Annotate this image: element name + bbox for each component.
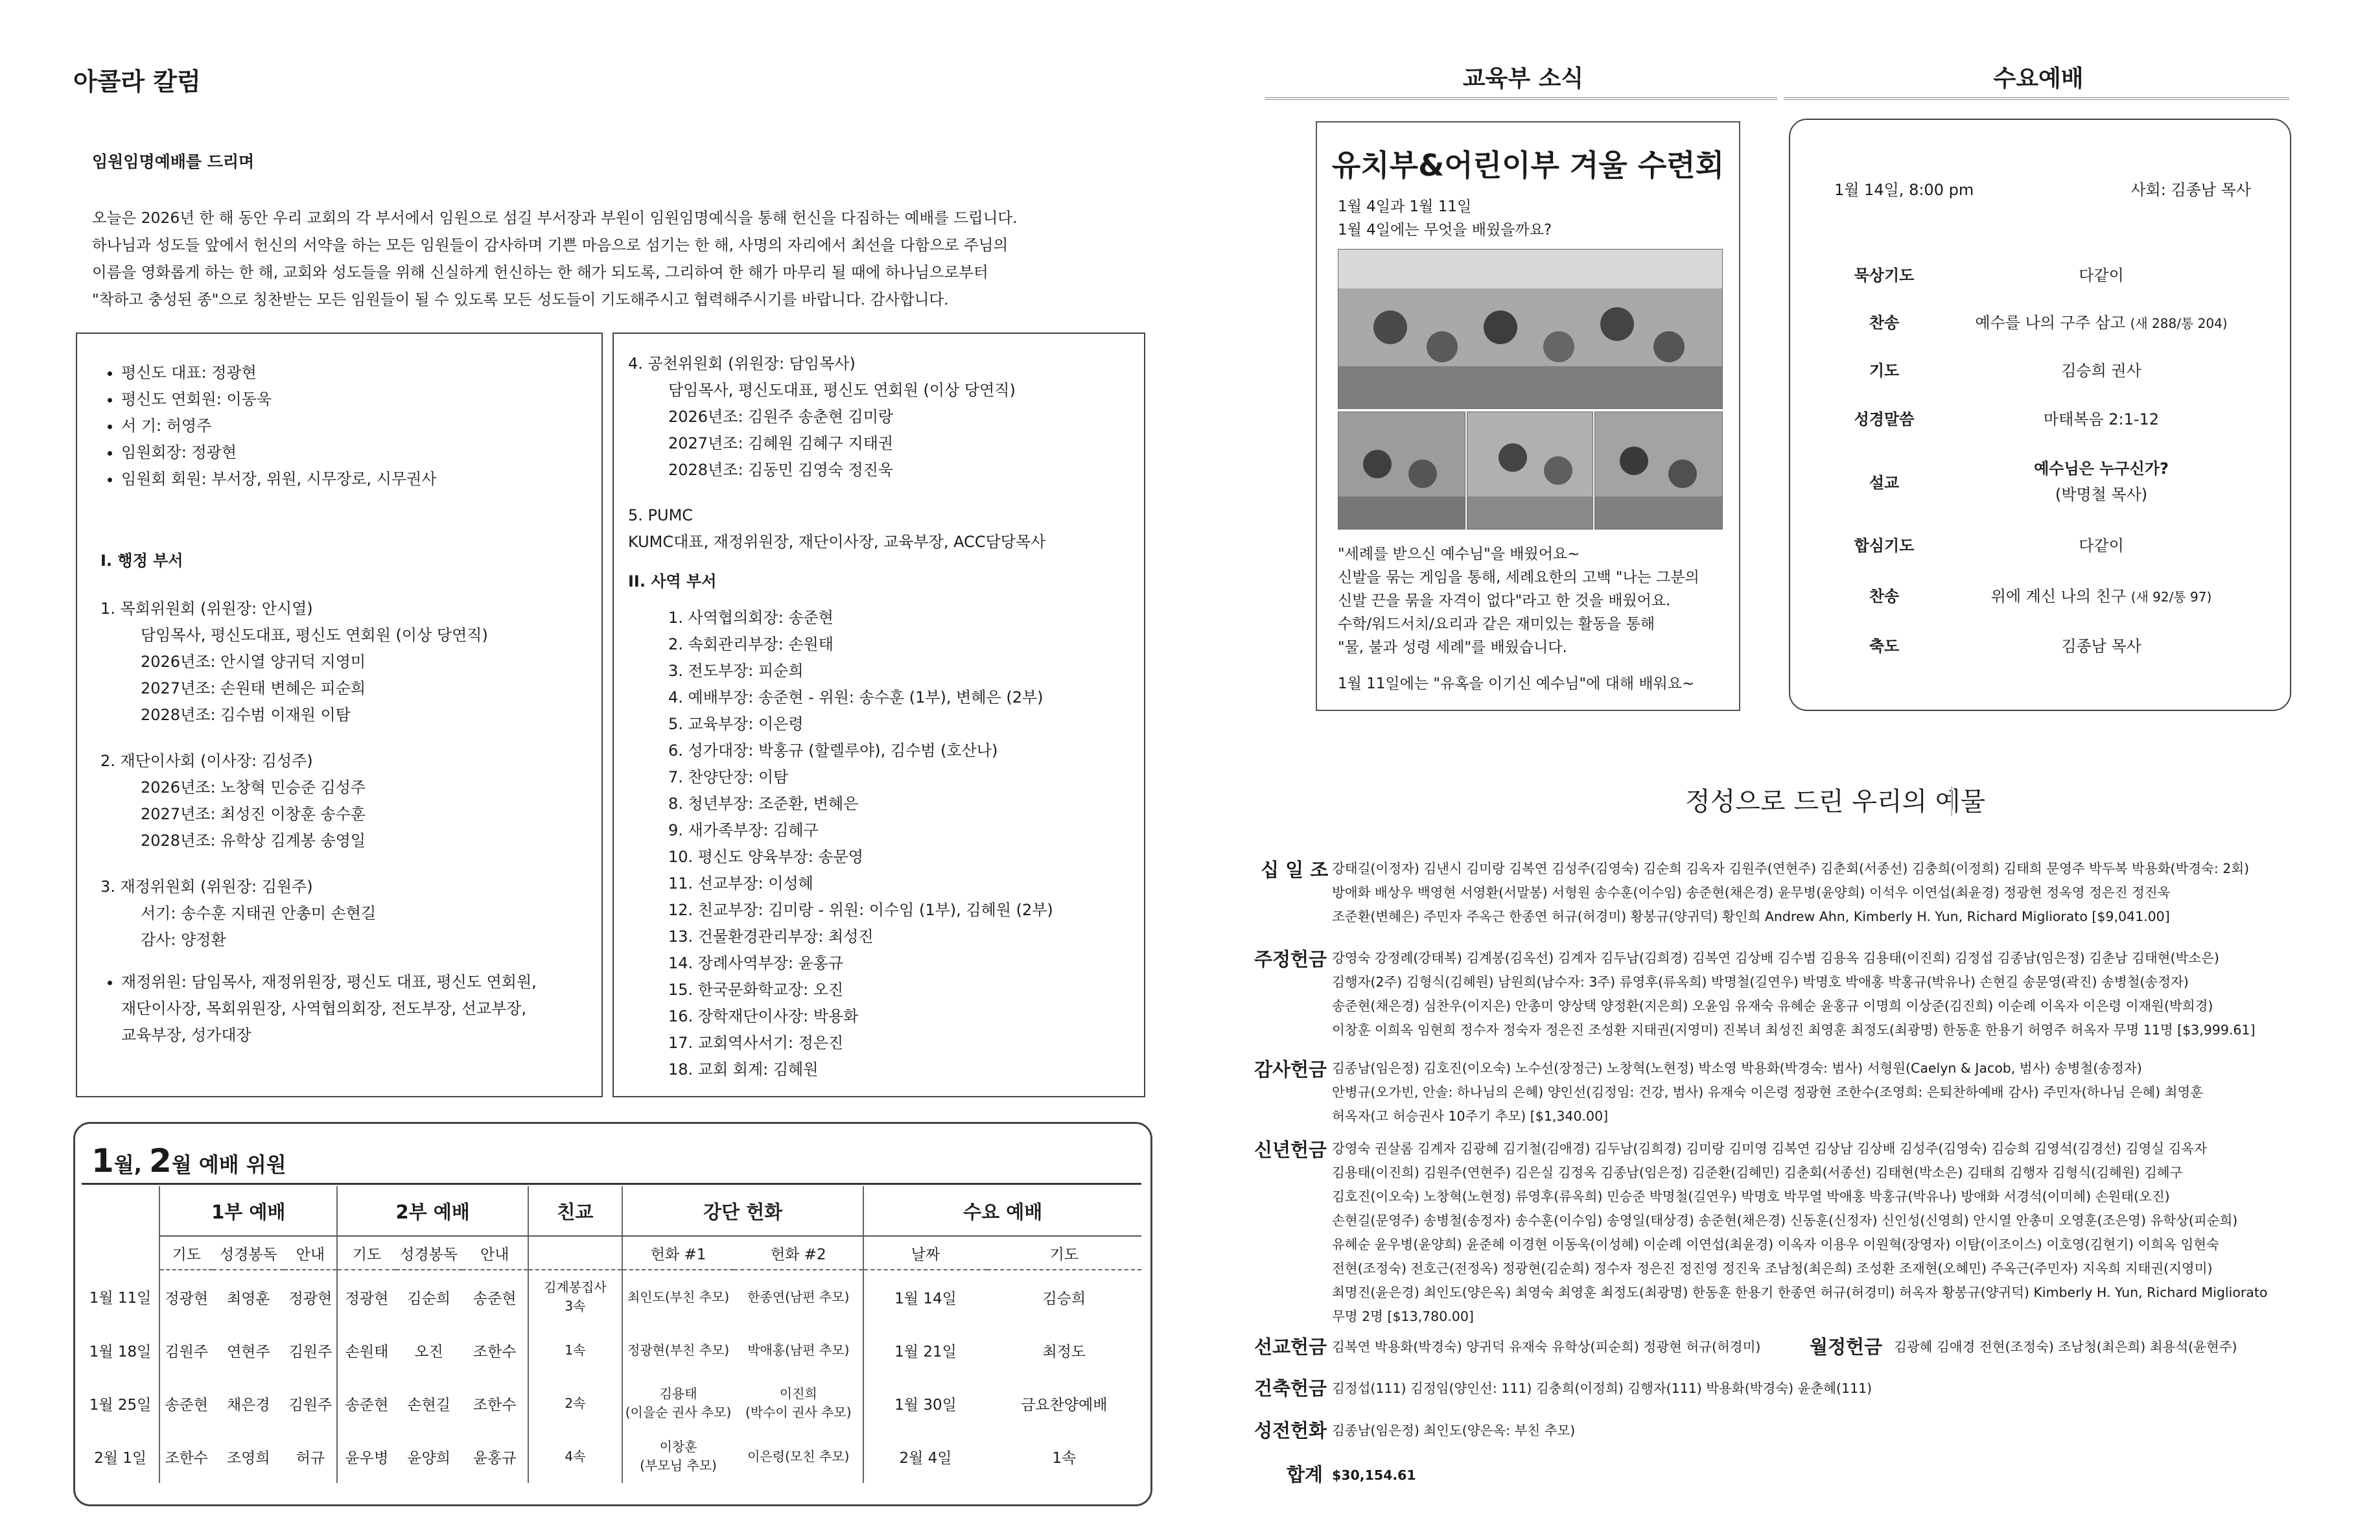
committee-line: 2027년조: 김혜원 김혜구 지태권: [668, 434, 894, 452]
offerings-title-rule: [1951, 786, 1952, 816]
ministry-item: 15. 한국문화학교장: 오진: [668, 981, 844, 999]
committee-line: 담임목사, 평신도대표, 평신도 연회원 (이상 당연직): [141, 626, 488, 644]
column-title: 아콜라 칼럼: [73, 67, 201, 96]
photo-image: [1338, 412, 1465, 529]
cell: 윤양희: [407, 1449, 450, 1467]
ministry-item: 10. 평신도 양육부장: 송문영: [668, 848, 863, 866]
camp-photo-2: [1338, 412, 1465, 530]
pumc-section: [628, 502, 1045, 555]
offering-line: 최명진(윤은경) 최인도(양은옥) 최영숙 최영훈 최정도(최광명) 한동훈 한용기 한종연 허규(허경미) 허옥자 황봉규(양귀덕) Kimberly H. Yun, Richard Migliorato: [1332, 1285, 2268, 1300]
order-value: 마태복음 2:1-12: [2043, 410, 2160, 428]
cell-wed-date: 2월 4일: [863, 1430, 986, 1483]
committee-line: 2027년조: 최성진 이창훈 송수훈: [141, 805, 366, 823]
education-footer: 1월 11일에는 "유혹을 이기신 예수님"에 대해 배워요~: [1338, 675, 1695, 692]
ministry-item: 5. 교육부장: 이은령: [668, 715, 804, 733]
ministry-section-title: II. 사역 부서: [628, 572, 717, 590]
cell-flower-1: 김용태 (이을순 권사 추모): [622, 1377, 734, 1430]
offering-line: 강영숙 권살롬 김계자 김광혜 김기철(김애경) 김두남(김희경) 김미랑 김미영 김복연 김상남 김상배 김성주(김영숙) 김승희 김영석(김경선) 김영실 김옥자: [1332, 1141, 2207, 1156]
education-intro: [1338, 195, 1552, 242]
cell-wed-date: 1월 14일: [863, 1270, 986, 1324]
education-headline: 유치부&어린이부 겨울 수련회: [1331, 148, 1725, 183]
cell: 김원주: [159, 1324, 213, 1377]
order-label: 찬송: [1869, 587, 1900, 605]
order-value: 다같이: [2079, 537, 2124, 555]
newyear-label: 신년헌금: [1254, 1139, 1327, 1161]
pumc-line: KUMC대표, 재정위원장, 재단이사장, 교육부장, ACC담당목사: [628, 533, 1046, 551]
total-label: 합계: [1287, 1464, 1324, 1486]
committee-line: 2028년조: 김수범 이재원 이탐: [141, 706, 351, 724]
offering-line: 김호진(이오숙) 노창혁(노현정) 류영후(류옥희) 민승준 박명철(길연우) 박명호 박무열 박애홍 박홍규(박유나) 방애화 서경석(이미혜) 손원태(오진): [1332, 1189, 2170, 1204]
offering-line: 전현(조정숙) 전호근(전정옥) 정광현(김순희) 정수자 정은진 정진영 정진욱 조남청(최은희) 조성환 조재현(오혜민) 주옥근(주민자) 지옥희 지태권(지영미): [1332, 1261, 2213, 1276]
committee-line: 2026년조: 안시열 양귀덕 지영미: [141, 653, 366, 671]
cell: 허규: [296, 1449, 325, 1467]
education-body-line: 수학/워드서치/요리과 같은 재미있는 활동을 통해: [1338, 616, 1655, 633]
cell-flower-2: 한종연(남편 추모): [747, 1289, 850, 1305]
finance-note: [98, 969, 537, 1049]
finance-note-line: • 재정위원: 담임목사, 재정위원장, 평신도 대표, 평신도 연회원,: [121, 969, 537, 996]
ministry-item: 16. 장학재단이사장: 박용화: [668, 1007, 859, 1025]
cell: 조한수: [472, 1343, 517, 1360]
group-header: 강단 헌화: [622, 1186, 863, 1236]
cell: 송준현: [472, 1290, 517, 1307]
education-body-line: "세례를 받으신 예수님"을 배웠어요~: [1338, 546, 1580, 563]
pumc-title: 5. PUMC: [628, 506, 694, 524]
cell: 김원주: [288, 1396, 332, 1414]
officers-right-box: [612, 332, 1145, 1097]
cell-wed-prayer: 최정도: [1042, 1343, 1086, 1360]
offering-line: 유혜순 윤우병(윤양희) 윤준혜 이경현 이동욱(이성혜) 이순례 이연섭(최윤경) 이옥자 이용우 이원혁(장영자) 이탐(이조이스) 이호영(김현기) 이희옥 임현숙: [1332, 1237, 2219, 1252]
nominating-committee: [628, 351, 1016, 484]
wednesday-tab-rule: [1784, 97, 2289, 100]
cell: 손현길: [407, 1396, 450, 1414]
committee-title: 2. 재단이사회 (이사장: 김성주): [100, 752, 313, 770]
flower-list: 김종남(임은정) 최인도(양은옥: 부친 추모): [1332, 1423, 1576, 1438]
cell: 송준현: [159, 1377, 213, 1430]
sub-header: 기도: [159, 1236, 213, 1270]
group-header: 친교: [528, 1186, 622, 1236]
worship-committee-box: [73, 1122, 1152, 1506]
committee-line: 담임목사, 평신도대표, 평신도 연회원 (이상 당연직): [668, 381, 1016, 399]
education-tab: 교육부 소식: [1462, 65, 1584, 92]
mission-list: 김복연 박용화(박경숙) 양귀덕 유재숙 유학상(피순희) 정광현 허규(허경미): [1332, 1339, 1761, 1355]
wednesday-tab: 수요예배: [1993, 65, 2084, 92]
building-list: 김정섭(111) 김정임(양인선: 111) 김충희(이정희) 김행자(111) 박용화(박경숙) 윤춘혜(111): [1332, 1381, 1872, 1396]
row-date: 1월 25일: [89, 1396, 152, 1414]
monthly-list: 김광혜 김애경 전현(조정숙) 조남청(최은희) 최용석(윤현주): [1894, 1339, 2237, 1355]
offering-line: 김행자(2주) 김형식(김혜원) 남원희(남수자: 3주) 류영후(류옥희) 박명철(길연우) 박명호 박애홍 박홍규(박유나) 손현길 송문영(곽진) 송병철(송정자): [1332, 974, 2189, 990]
title-month-2: 2: [149, 1142, 172, 1180]
cell: 김원주: [288, 1343, 332, 1360]
thanks-list: [1332, 1056, 2203, 1128]
ministry-item: 11. 선교부장: 이성혜: [668, 874, 813, 892]
ministry-item: 14. 장례사역부장: 윤홍규: [668, 954, 844, 972]
photo-image: [1595, 412, 1722, 529]
mission-label: 선교헌금: [1254, 1336, 1327, 1358]
education-date: 1월 4일과 1월 11일: [1338, 198, 1472, 215]
sub-header: 안내: [462, 1236, 528, 1270]
table-row: [82, 1377, 1141, 1430]
table-row: [82, 1324, 1141, 1377]
ministry-item: 6. 성가대장: 박홍규 (할렐루야), 김수범 (호산나): [668, 741, 998, 760]
sermon-preacher: (박명철 목사): [2055, 485, 2148, 504]
committee-line: 2028년조: 김동민 김영숙 정진욱: [668, 461, 894, 479]
cell-flower-1: 이창훈 (부모님 추모): [622, 1430, 734, 1483]
cell-wed-prayer: 김승희: [1042, 1290, 1086, 1307]
worship-table: [82, 1186, 1141, 1483]
sub-header: 헌화 #1: [622, 1236, 734, 1270]
newyear-list: [1332, 1137, 2267, 1329]
order-label: 성경말씀: [1854, 410, 1915, 428]
title-rule: [82, 1183, 1141, 1185]
order-label: 설교: [1869, 474, 1900, 492]
finance-note-line: 재단이사장, 목회위원장, 사역협의회장, 전도부장, 선교부장,: [121, 999, 527, 1018]
flower-label: 성전헌화: [1254, 1419, 1327, 1441]
cell: 윤홍규: [472, 1449, 517, 1467]
offering-line: 강영숙 강정례(강태복) 김계봉(김옥선) 김계자 김두남(김희경) 김복연 김상배 김수범 김용옥 김용태(이진희) 김정섭 김종남(임은정) 김춘남 김태현(박소은): [1332, 950, 2219, 966]
committee-title: 1. 목회위원회 (위원장: 안시열): [100, 600, 313, 618]
ministry-item: 9. 새가족부장: 김혜구: [668, 821, 819, 839]
hymn-number: (새 92/통 97): [2130, 589, 2212, 605]
hymn-number: (새 288/통 204): [2130, 316, 2228, 331]
bullet-item: • 임원회장: 정광현: [121, 439, 436, 466]
committee-line: 서기: 송수훈 지태권 안총미 손현길: [141, 904, 377, 922]
photo-image: [1338, 250, 1722, 408]
weekly-label: 주정헌금: [1254, 948, 1327, 970]
sermon-title: 예수님은 누구신가?: [2034, 460, 2169, 478]
cell: 조한수: [159, 1430, 213, 1483]
thanks-label: 감사헌금: [1254, 1058, 1327, 1080]
offering-line: 허옥자(고 허승권사 10주기 추모) [$1,340.00]: [1332, 1108, 1609, 1124]
offering-line: 이창훈 이희옥 임현희 정수자 정숙자 정은진 조성환 지태권(지영미) 진복녀 최성진 최영훈 최정도(최광명) 한동훈 한용기 허영주 허옥자 무명 11명 [$3,999.61]: [1332, 1022, 2256, 1038]
committee-line: 2027년조: 손원태 변혜은 피순희: [141, 679, 366, 697]
title-word-1: 월,: [113, 1152, 150, 1177]
wednesday-box: [1789, 119, 2291, 711]
monthly-label: 월정헌금: [1810, 1336, 1883, 1358]
cell-wed-prayer: 금요찬양예배: [1021, 1396, 1108, 1414]
order-value: 다같이: [2079, 266, 2124, 285]
row-date: 1월 11일: [89, 1290, 152, 1307]
offering-line: 무명 2명 [$13,780.00]: [1332, 1309, 1474, 1324]
cell-flower-2: 이은령(모친 추모): [747, 1448, 850, 1464]
paragraph-line: 오늘은 2026년 한 해 동안 우리 교회의 각 부서에서 임원으로 섬길 부서장과 부원이 임원임명예식을 통해 헌신을 다짐하는 예배를 드립니다.: [92, 209, 1018, 227]
order-label: 묵상기도: [1854, 266, 1915, 285]
order-label: 합심기도: [1854, 537, 1915, 555]
cell: 윤우병: [337, 1430, 395, 1483]
cell-wed-date: 1월 30일: [863, 1377, 986, 1430]
offering-line: 조준환(변혜은) 주민자 주옥근 한종연 허규(허경미) 황봉규(양귀덕) 황인희 Andrew Ahn, Kimberly H. Yun, Richard Migliorato [$9,041.00]: [1332, 909, 2170, 924]
education-body: [1338, 542, 1699, 659]
group-header-row: [82, 1186, 1141, 1236]
ministry-item: 12. 친교부장: 김미랑 - 위원: 이수임 (1부), 김혜원 (2부): [668, 901, 1053, 919]
tithe-label: 십 일 조: [1261, 859, 1329, 881]
row-date: 2월 1일: [94, 1449, 147, 1467]
order-value: 김승희 권사: [2061, 362, 2141, 380]
committee-title: 3. 재정위원회 (위원장: 김원주): [100, 878, 313, 896]
title-month-1: 1: [91, 1142, 114, 1180]
cell: 정광현: [337, 1270, 395, 1324]
offering-line: 김용태(이진희) 김원주(연현주) 김은실 김정옥 김종남(임은정) 김준환(김혜민) 김춘회(서종선) 김태현(박소은) 김태희 김행자 김형식(김혜원) 김혜구: [1332, 1165, 2183, 1180]
column-heading: 임원임명예배를 드리며: [92, 152, 255, 171]
hymn-title: 위에 계신 나의 친구: [1990, 587, 2127, 605]
cell: 최영훈: [226, 1290, 270, 1307]
education-tab-rule: [1265, 97, 1777, 100]
education-body-line: "물, 불과 성령 세례"를 배웠습니다.: [1338, 639, 1567, 656]
offering-line: 손현길(문영주) 송병철(송정자) 송수훈(이수임) 송영일(태상경) 송준현(채은경) 신동훈(신정자) 신인성(신영희) 안시열 안총미 오영훈(조은영) 유학상(피순희): [1332, 1213, 2238, 1228]
hymn-title: 예수를 나의 구주 삼고: [1975, 314, 2125, 332]
building-label: 건축헌금: [1254, 1377, 1327, 1399]
cell-fellowship: 김계봉집사 3속: [528, 1270, 622, 1324]
committee-line: 2026년조: 김원주 송춘현 김미랑: [668, 408, 894, 426]
camp-photo-4: [1594, 412, 1723, 530]
committee-line: 2026년조: 노창혁 민승준 김성주: [141, 778, 366, 797]
sub-header: 기도: [337, 1236, 395, 1270]
ministry-item: 3. 전도부장: 피순희: [668, 662, 804, 680]
total-amount: $30,154.61: [1332, 1467, 1416, 1483]
ministry-item: 4. 예배부장: 송준현 - 위원: 송수훈 (1부), 변혜은 (2부): [668, 688, 1044, 706]
order-value: [1926, 583, 2276, 606]
ministry-item: 18. 교회 회계: 김혜원: [668, 1060, 819, 1079]
cell-flower-1: 최인도(부친 추모): [622, 1270, 734, 1324]
group-header: 2부 예배: [337, 1186, 528, 1236]
worship-table-title: [91, 1142, 286, 1180]
wednesday-host: 사회: 김종남 목사: [2130, 181, 2251, 199]
finance-note-line: 교육부장, 성가대장: [121, 1026, 251, 1044]
order-value: [1926, 456, 2276, 508]
cell: 김순희: [407, 1290, 450, 1307]
committee-line: 감사: 양정환: [141, 931, 226, 949]
bullet-item: • 평신도 연회원: 이동욱: [121, 386, 436, 413]
cell-wed-prayer: 1속: [1052, 1449, 1077, 1467]
cell-flower-1: 정광현(부친 추모): [622, 1324, 734, 1377]
table-row: [82, 1430, 1141, 1483]
committee-line: 2028년조: 유학상 김계봉 송영일: [141, 832, 366, 850]
cell-flower-2: 이진희 (박수이 권사 추모): [745, 1386, 852, 1420]
cell-fellowship: 1속: [528, 1324, 622, 1377]
column-paragraph: [92, 204, 1018, 313]
education-body-line: 신발을 묶는 게임을 통해, 세례요한의 고백 "나는 그분의: [1338, 569, 1699, 586]
row-date: 1월 18일: [89, 1343, 152, 1360]
cell: 송준현: [337, 1377, 395, 1430]
wednesday-date: 1월 14일, 8:00 pm: [1834, 181, 1974, 199]
officers-left-box: [76, 332, 603, 1097]
order-label: 기도: [1869, 362, 1900, 380]
order-label: 찬송: [1869, 314, 1900, 332]
admin-section-title: I. 행정 부서: [100, 552, 183, 570]
bullet-item: • 임원회 회원: 부서장, 위원, 시무장로, 시무권사: [121, 466, 436, 493]
sub-header: 성경봉독: [396, 1236, 462, 1270]
cell: 정광현: [159, 1270, 213, 1324]
sub-header: 성경봉독: [213, 1236, 284, 1270]
order-value: [1926, 310, 2276, 332]
ministry-item: 2. 속회관리부장: 손원태: [668, 635, 834, 653]
sub-header: 헌화 #2: [734, 1236, 863, 1270]
officer-bullets: [98, 360, 436, 493]
committee-title: 4. 공천위원회 (위원장: 담임목사): [628, 355, 856, 373]
cell-wed-date: 1월 21일: [863, 1324, 986, 1377]
group-header: 수요 예배: [863, 1186, 1141, 1236]
ministry-list: [668, 605, 1053, 1083]
bullet-item: • 서 기: 허영주: [121, 413, 436, 439]
cell: 채은경: [226, 1396, 270, 1414]
sub-header-row: [82, 1236, 1141, 1270]
tithe-list: [1332, 857, 2249, 929]
paragraph-line: 이름을 영화롭게 하는 한 해, 교회와 성도들을 위해 신실하게 헌신하는 한 해가 되도록, 그리하여 한 해가 마무리 될 때에 하나님으로부터: [92, 263, 988, 281]
ministry-item: 13. 건물환경관리부장: 최성진: [668, 928, 874, 946]
cell: 손원태: [337, 1324, 395, 1377]
offerings-title: 정성으로 드린 우리의 예물: [1685, 787, 1986, 817]
order-label: 축도: [1869, 637, 1900, 655]
photo-image: [1467, 412, 1592, 529]
cell: 오진: [414, 1343, 443, 1360]
offering-line: 방애화 배상우 백영현 서영환(서말봉) 서형원 송수훈(이수임) 송준현(채은경) 윤무병(윤양희) 이석우 이연섭(최윤경) 정광현 정옥영 정은진 정진욱: [1332, 885, 2171, 900]
ministry-item: 17. 교회역사서기: 정은진: [668, 1034, 844, 1052]
cell: 조한수: [472, 1396, 517, 1414]
ministry-item: 8. 청년부장: 조준환, 변혜은: [668, 795, 859, 813]
table-row: [82, 1270, 1141, 1324]
camp-photo-1: [1338, 249, 1723, 409]
sub-header: 안내: [284, 1236, 337, 1270]
committee-list: [100, 596, 488, 953]
camp-photo-3: [1467, 412, 1593, 530]
cell: 연현주: [226, 1343, 270, 1360]
paragraph-line: 하나님과 성도들 앞에서 헌신의 서약을 하는 모든 임원들이 감사하며 기쁜 마음으로 섬기는 한 해, 사명의 자리에서 최선을 다함으로 주님의: [92, 236, 1009, 254]
cell-fellowship: 2속: [528, 1377, 622, 1430]
education-box: [1316, 121, 1740, 711]
education-question: 1월 4일에는 무엇을 배웠을까요?: [1338, 222, 1552, 239]
cell-flower-2: 박애홍(남편 추모): [747, 1342, 850, 1358]
ministry-item: 1. 사역협의회장: 송준현: [668, 609, 834, 627]
sub-header: 기도: [987, 1236, 1141, 1270]
offering-line: 강태길(이정자) 김낸시 김미랑 김복연 김성주(김영숙) 김순희 김옥자 김원주(연현주) 김춘회(서종선) 김충희(이정희) 김태희 문영주 박두복 박용화(박경숙: 2회): [1332, 861, 2250, 876]
weekly-list: [1332, 946, 2255, 1042]
title-word-2: 월 예배 위원: [171, 1152, 286, 1177]
offering-line: 김종남(임은정) 김호진(이오숙) 노수선(장정근) 노창혁(노현정) 박소영 박용화(박경숙: 범사) 서형원(Caelyn & Jacob, 범사) 송병철(송정자): [1332, 1060, 2142, 1076]
cell-fellowship: 4속: [528, 1430, 622, 1483]
cell: 정광현: [288, 1290, 332, 1307]
cell: 조영희: [226, 1449, 270, 1467]
group-header: 1부 예배: [159, 1186, 337, 1236]
ministry-item: 7. 찬양단장: 이탐: [668, 768, 789, 786]
order-value: 김종남 목사: [2061, 637, 2141, 655]
education-body-line: 신발 끈을 묶을 자격이 없다"라고 한 것을 배웠어요.: [1338, 592, 1671, 609]
bullet-item: • 평신도 대표: 정광현: [121, 360, 436, 386]
offering-line: 송준현(채은경) 심찬우(이지은) 안총미 양상택 양정환(지은희) 오윤임 유재숙 유혜순 윤홍규 이명희 이상준(김진희) 이순례 이옥자 이은령 이재원(박희경): [1332, 998, 2213, 1014]
sub-header: 날짜: [863, 1236, 986, 1270]
paragraph-line: "착하고 충성된 종"으로 칭찬받는 모든 임원들이 될 수 있도록 모든 성도들이 기도해주시고 협력해주시기를 바랍니다. 감사합니다.: [92, 290, 949, 309]
offering-line: 안병규(오가빈, 안솔: 하나님의 은혜) 양인선(김정임: 건강, 범사) 유재숙 이은령 정광현 조한수(조영희: 은퇴찬하예배 감사) 주민자(하나님 은혜) 최영훈: [1332, 1084, 2204, 1100]
